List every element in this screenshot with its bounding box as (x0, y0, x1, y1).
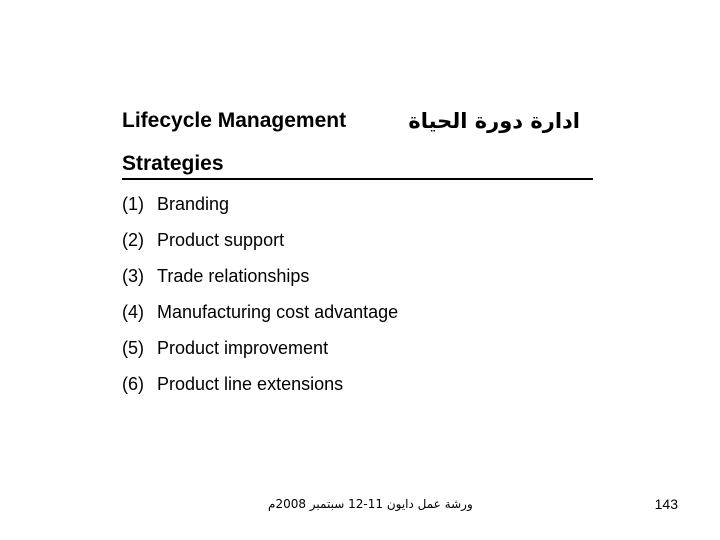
list-item-number: (5) (122, 338, 144, 358)
list-item-label: Trade relationships (157, 266, 310, 286)
list-item-number: (4) (122, 302, 144, 322)
list-item-number: (2) (122, 230, 144, 250)
page-number: 143 (654, 496, 678, 512)
list-item (122, 302, 398, 338)
section-heading: Strategies (122, 152, 224, 175)
list-item-number: (6) (122, 374, 144, 394)
list-item-label: Product improvement (157, 338, 329, 358)
list-item (122, 266, 398, 302)
strategies-list (122, 194, 398, 410)
slide-title-english: Lifecycle Management (122, 109, 347, 132)
heading-divider (122, 178, 593, 180)
list-item (122, 230, 398, 266)
list-item-label: Product line extensions (157, 374, 344, 394)
list-item-label: Manufacturing cost advantage (157, 302, 399, 322)
list-item (122, 194, 398, 230)
list-item (122, 374, 398, 410)
list-item-number: (1) (122, 194, 144, 214)
footer-event-text: ورشة عمل دايون 11-12 سبتمبر 2008م (268, 497, 473, 511)
list-item-number: (3) (122, 266, 144, 286)
slide-title-arabic: ادارة دورة الحياة (408, 109, 580, 133)
list-item-label: Branding (157, 194, 230, 214)
list-item (122, 338, 398, 374)
list-item-label: Product support (157, 230, 285, 250)
